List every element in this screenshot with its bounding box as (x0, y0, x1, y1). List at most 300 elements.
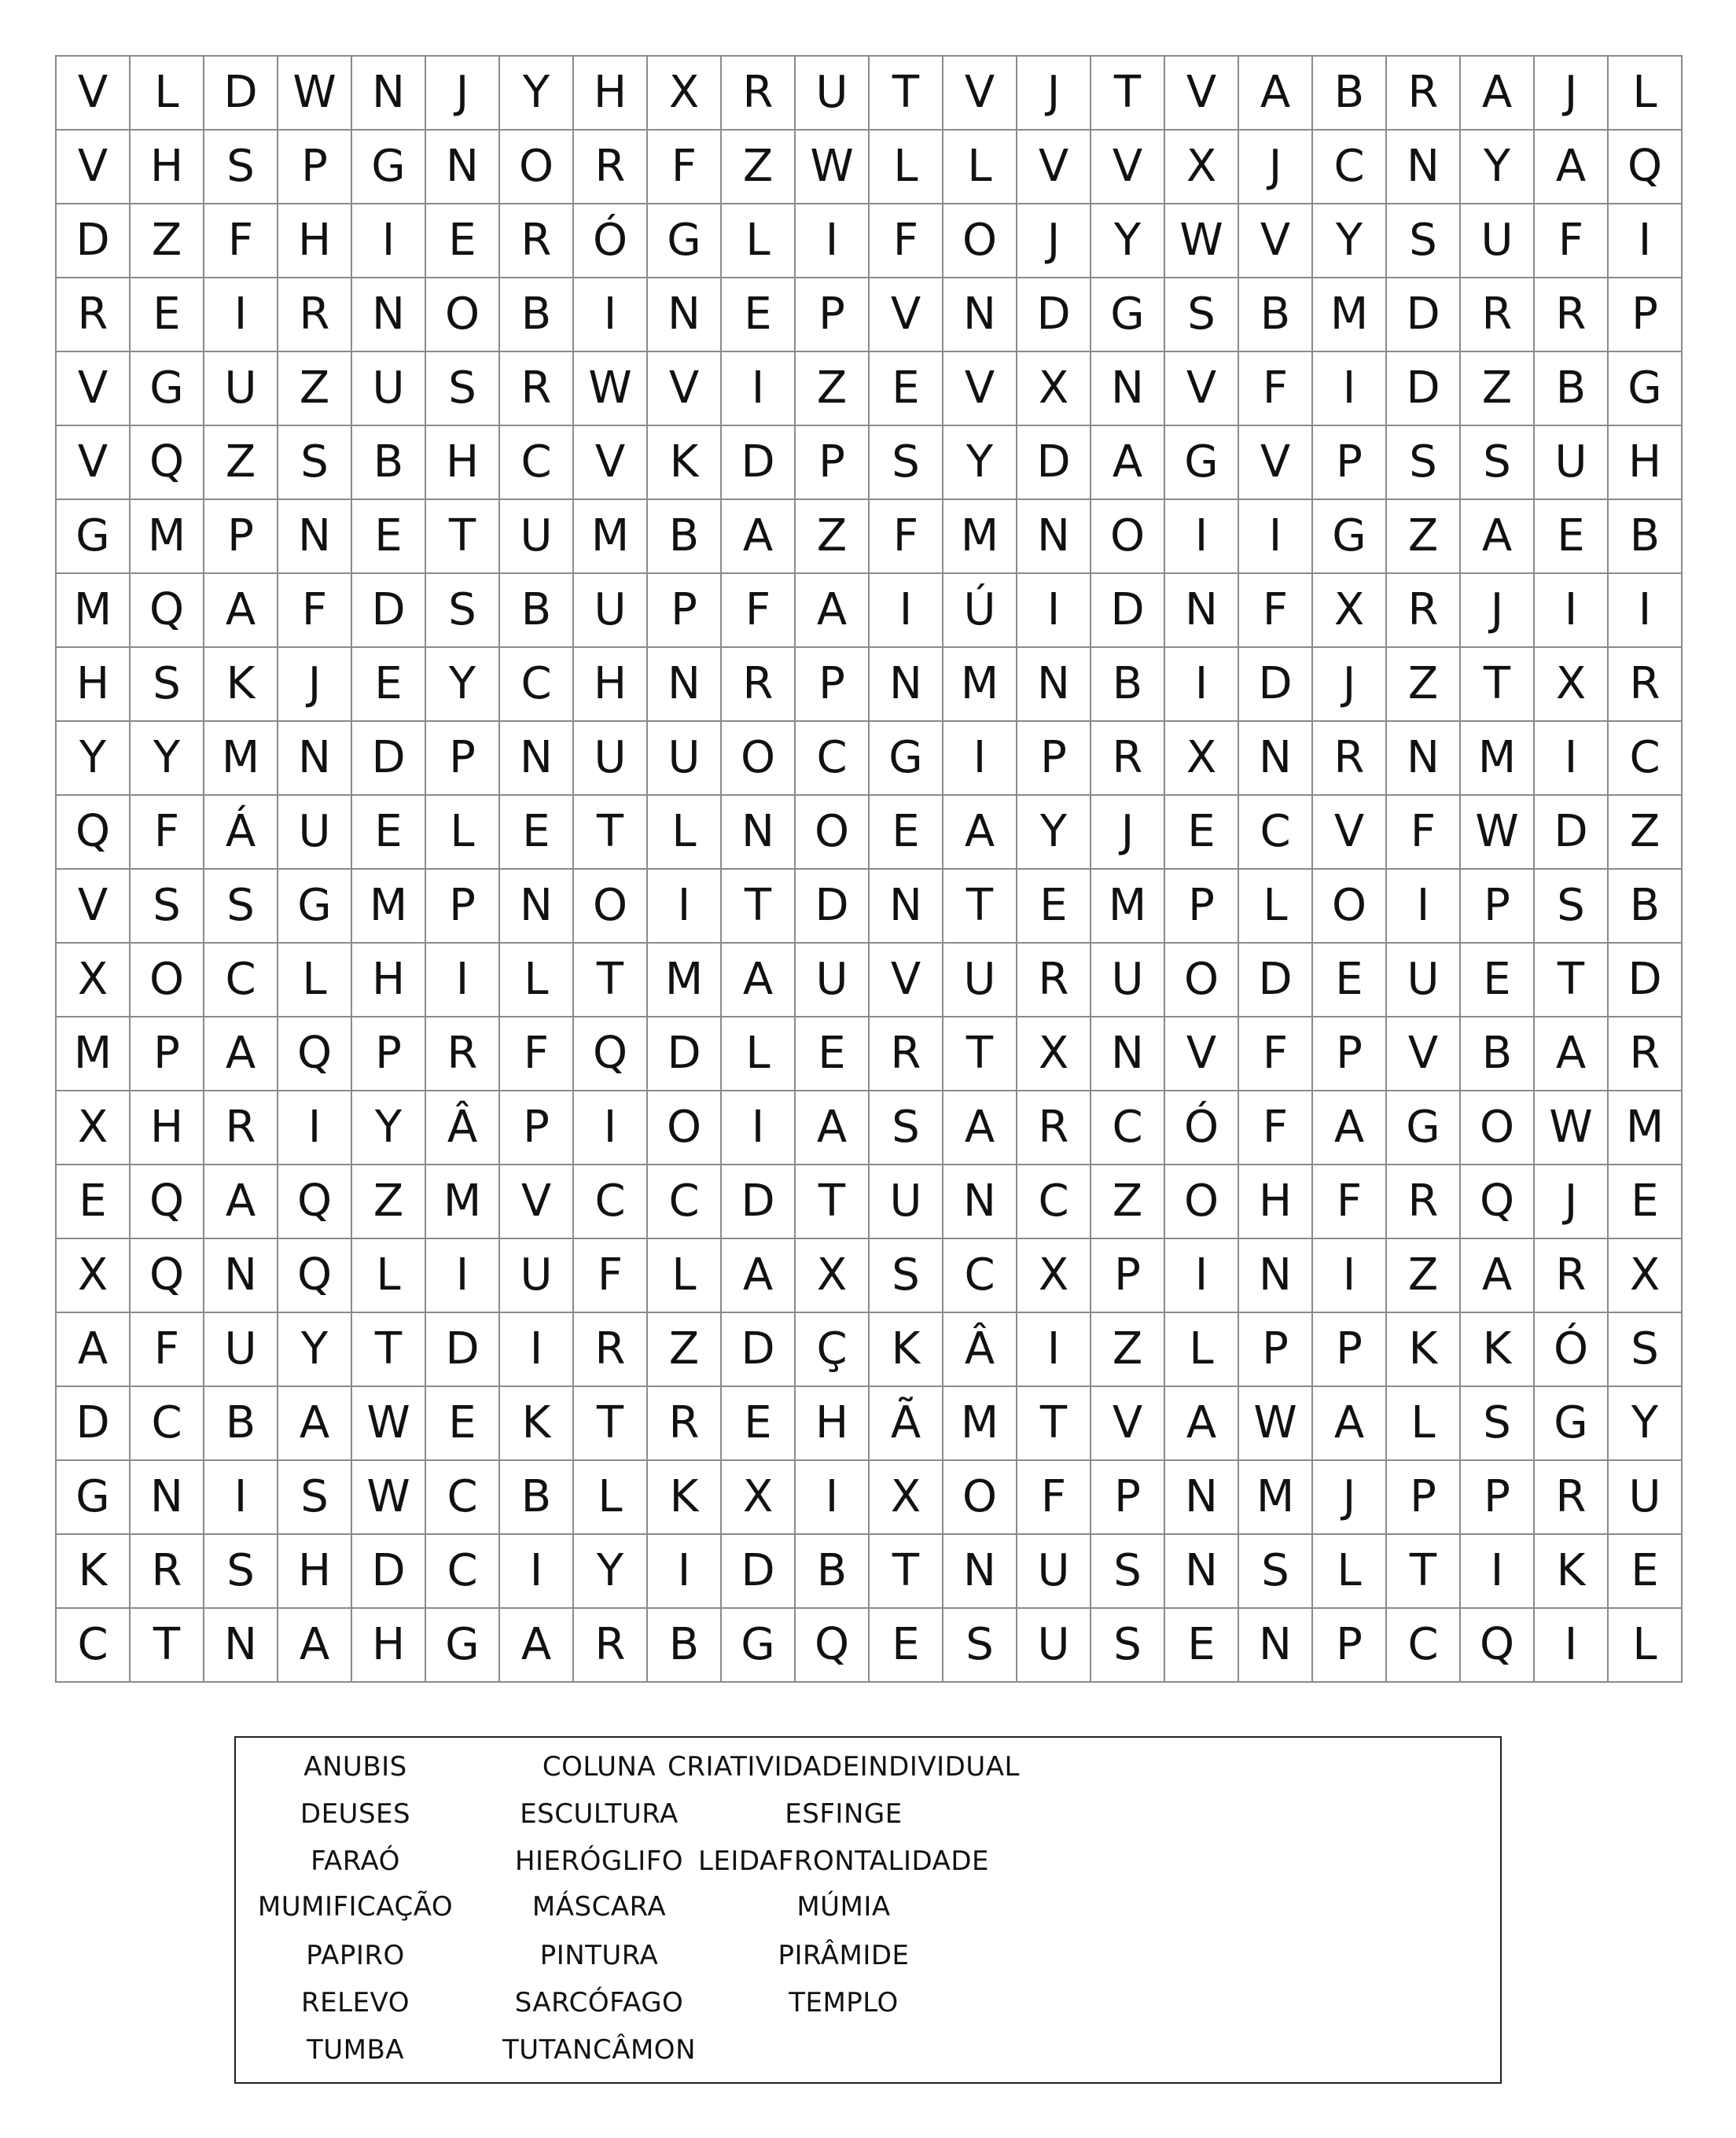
grid-cell[interactable]: R (1091, 722, 1165, 796)
grid-cell[interactable]: U (204, 352, 278, 426)
grid-cell[interactable]: S (278, 426, 352, 500)
grid-cell[interactable]: P (278, 131, 352, 204)
grid-cell[interactable]: Y (1313, 204, 1387, 278)
grid-cell[interactable]: Y (1017, 796, 1091, 870)
grid-cell[interactable]: H (1609, 426, 1683, 500)
grid-cell[interactable]: U (1017, 1535, 1091, 1609)
grid-cell[interactable]: L (648, 1239, 722, 1313)
grid-cell[interactable]: F (1387, 796, 1461, 870)
grid-cell[interactable]: W (352, 1461, 426, 1535)
grid-cell[interactable]: N (131, 1461, 204, 1535)
grid-cell[interactable]: C (131, 1387, 204, 1461)
grid-cell[interactable]: I (648, 1535, 722, 1609)
grid-cell[interactable]: Z (796, 352, 870, 426)
grid-cell[interactable]: E (1461, 944, 1535, 1017)
grid-cell[interactable]: T (796, 1165, 870, 1239)
grid-cell[interactable]: T (574, 796, 648, 870)
grid-cell[interactable]: H (131, 1091, 204, 1165)
grid-cell[interactable]: C (426, 1461, 500, 1535)
grid-cell[interactable]: S (870, 1239, 943, 1313)
grid-cell[interactable]: Y (57, 722, 131, 796)
grid-cell[interactable]: A (1239, 57, 1313, 131)
grid-cell[interactable]: P (1165, 870, 1239, 944)
grid-cell[interactable]: T (574, 1387, 648, 1461)
grid-cell[interactable]: P (1461, 870, 1535, 944)
grid-cell[interactable]: S (1387, 426, 1461, 500)
grid-cell[interactable]: V (574, 426, 648, 500)
grid-cell[interactable]: R (500, 352, 574, 426)
grid-cell[interactable]: Z (648, 1313, 722, 1387)
grid-cell[interactable]: V (1017, 131, 1091, 204)
grid-cell[interactable]: X (57, 944, 131, 1017)
grid-cell[interactable]: D (1387, 352, 1461, 426)
grid-cell[interactable]: H (57, 648, 131, 722)
grid-cell[interactable]: U (796, 944, 870, 1017)
grid-cell[interactable]: H (1239, 1165, 1313, 1239)
grid-cell[interactable]: S (943, 1609, 1017, 1683)
grid-cell[interactable]: F (1239, 574, 1313, 648)
grid-cell[interactable]: Á (204, 796, 278, 870)
grid-cell[interactable]: O (1091, 500, 1165, 574)
grid-cell[interactable]: A (1461, 1239, 1535, 1313)
grid-cell[interactable]: O (943, 1461, 1017, 1535)
grid-cell[interactable]: A (722, 500, 796, 574)
grid-cell[interactable]: S (426, 574, 500, 648)
grid-cell[interactable]: N (1165, 1461, 1239, 1535)
grid-cell[interactable]: D (1387, 278, 1461, 352)
grid-cell[interactable]: D (1609, 944, 1683, 1017)
grid-cell[interactable]: N (648, 278, 722, 352)
grid-cell[interactable]: M (204, 722, 278, 796)
grid-cell[interactable]: P (1609, 278, 1683, 352)
grid-cell[interactable]: N (1239, 1239, 1313, 1313)
grid-cell[interactable]: A (1461, 500, 1535, 574)
grid-cell[interactable]: Ó (1535, 1313, 1609, 1387)
grid-cell[interactable]: D (352, 574, 426, 648)
grid-cell[interactable]: U (500, 1239, 574, 1313)
grid-cell[interactable]: F (1239, 1017, 1313, 1091)
grid-cell[interactable]: S (204, 870, 278, 944)
grid-cell[interactable]: W (352, 1387, 426, 1461)
grid-cell[interactable]: M (57, 1017, 131, 1091)
grid-cell[interactable]: G (870, 722, 943, 796)
grid-cell[interactable]: N (500, 722, 574, 796)
grid-cell[interactable]: N (1091, 1017, 1165, 1091)
grid-cell[interactable]: L (722, 1017, 796, 1091)
grid-cell[interactable]: E (870, 352, 943, 426)
grid-cell[interactable]: V (57, 352, 131, 426)
grid-cell[interactable]: L (278, 944, 352, 1017)
grid-cell[interactable]: T (943, 870, 1017, 944)
grid-cell[interactable]: O (1461, 1091, 1535, 1165)
grid-cell[interactable]: B (648, 500, 722, 574)
grid-cell[interactable]: I (278, 1091, 352, 1165)
grid-cell[interactable]: A (278, 1609, 352, 1683)
grid-cell[interactable]: E (426, 1387, 500, 1461)
grid-cell[interactable]: S (1165, 278, 1239, 352)
grid-cell[interactable]: U (796, 57, 870, 131)
grid-cell[interactable]: N (204, 1609, 278, 1683)
grid-cell[interactable]: B (500, 1461, 574, 1535)
grid-cell[interactable]: R (426, 1017, 500, 1091)
grid-cell[interactable]: S (278, 1461, 352, 1535)
grid-cell[interactable]: V (1165, 57, 1239, 131)
grid-cell[interactable]: A (1313, 1091, 1387, 1165)
grid-cell[interactable]: Q (796, 1609, 870, 1683)
grid-cell[interactable]: M (1609, 1091, 1683, 1165)
grid-cell[interactable]: I (1165, 500, 1239, 574)
grid-cell[interactable]: N (426, 131, 500, 204)
grid-cell[interactable]: W (278, 57, 352, 131)
grid-cell[interactable]: H (131, 131, 204, 204)
grid-cell[interactable]: B (1239, 278, 1313, 352)
grid-cell[interactable]: O (722, 722, 796, 796)
grid-cell[interactable]: W (574, 352, 648, 426)
grid-cell[interactable]: T (1017, 1387, 1091, 1461)
grid-cell[interactable]: L (648, 796, 722, 870)
grid-cell[interactable]: M (1239, 1461, 1313, 1535)
grid-cell[interactable]: Z (278, 352, 352, 426)
grid-cell[interactable]: U (500, 500, 574, 574)
grid-cell[interactable]: D (1535, 796, 1609, 870)
grid-cell[interactable]: D (352, 722, 426, 796)
grid-cell[interactable]: Q (278, 1239, 352, 1313)
grid-cell[interactable]: P (426, 870, 500, 944)
grid-cell[interactable]: R (870, 1017, 943, 1091)
grid-cell[interactable]: M (1091, 870, 1165, 944)
grid-cell[interactable]: A (722, 944, 796, 1017)
grid-cell[interactable]: U (352, 352, 426, 426)
grid-cell[interactable]: H (574, 648, 648, 722)
grid-cell[interactable]: N (1239, 1609, 1313, 1683)
grid-cell[interactable]: N (1165, 1535, 1239, 1609)
grid-cell[interactable]: B (1461, 1017, 1535, 1091)
grid-cell[interactable]: Y (1609, 1387, 1683, 1461)
grid-cell[interactable]: N (943, 1165, 1017, 1239)
grid-cell[interactable]: G (131, 352, 204, 426)
grid-cell[interactable]: O (796, 796, 870, 870)
grid-cell[interactable]: V (1313, 796, 1387, 870)
grid-cell[interactable]: T (352, 1313, 426, 1387)
grid-cell[interactable]: O (943, 204, 1017, 278)
grid-cell[interactable]: G (352, 131, 426, 204)
grid-cell[interactable]: H (426, 426, 500, 500)
grid-cell[interactable]: G (426, 1609, 500, 1683)
grid-cell[interactable]: J (1091, 796, 1165, 870)
grid-cell[interactable]: Z (722, 131, 796, 204)
grid-cell[interactable]: P (1091, 1461, 1165, 1535)
grid-cell[interactable]: M (943, 648, 1017, 722)
grid-cell[interactable]: N (648, 648, 722, 722)
grid-cell[interactable]: A (1091, 426, 1165, 500)
grid-cell[interactable]: U (1387, 944, 1461, 1017)
grid-cell[interactable]: I (796, 1461, 870, 1535)
grid-cell[interactable]: K (870, 1313, 943, 1387)
grid-cell[interactable]: F (648, 131, 722, 204)
grid-cell[interactable]: E (722, 278, 796, 352)
grid-cell[interactable]: P (796, 426, 870, 500)
grid-cell[interactable]: V (1239, 204, 1313, 278)
grid-cell[interactable]: C (796, 722, 870, 796)
grid-cell[interactable]: N (278, 500, 352, 574)
grid-cell[interactable]: D (57, 204, 131, 278)
grid-cell[interactable]: F (870, 204, 943, 278)
grid-cell[interactable]: C (574, 1165, 648, 1239)
grid-cell[interactable]: Q (131, 1165, 204, 1239)
grid-cell[interactable]: X (648, 57, 722, 131)
grid-cell[interactable]: U (1017, 1609, 1091, 1683)
grid-cell[interactable]: P (1313, 1609, 1387, 1683)
grid-cell[interactable]: F (1239, 1091, 1313, 1165)
grid-cell[interactable]: I (1535, 1609, 1609, 1683)
grid-cell[interactable]: I (1017, 1313, 1091, 1387)
grid-cell[interactable]: N (722, 796, 796, 870)
grid-cell[interactable]: F (1017, 1461, 1091, 1535)
grid-cell[interactable]: U (648, 722, 722, 796)
grid-cell[interactable]: I (1017, 574, 1091, 648)
grid-cell[interactable]: C (426, 1535, 500, 1609)
grid-cell[interactable]: Z (796, 500, 870, 574)
grid-cell[interactable]: Q (278, 1017, 352, 1091)
grid-cell[interactable]: Y (352, 1091, 426, 1165)
grid-cell[interactable]: Q (574, 1017, 648, 1091)
grid-cell[interactable]: X (1313, 574, 1387, 648)
grid-cell[interactable]: Â (943, 1313, 1017, 1387)
grid-cell[interactable]: D (204, 57, 278, 131)
grid-cell[interactable]: C (1387, 1609, 1461, 1683)
grid-cell[interactable]: H (278, 1535, 352, 1609)
grid-cell[interactable]: I (426, 944, 500, 1017)
grid-cell[interactable]: M (57, 574, 131, 648)
grid-cell[interactable]: X (1017, 1239, 1091, 1313)
grid-cell[interactable]: Z (1387, 1239, 1461, 1313)
grid-cell[interactable]: J (1535, 57, 1609, 131)
grid-cell[interactable]: U (1461, 204, 1535, 278)
grid-cell[interactable]: L (1609, 1609, 1683, 1683)
grid-cell[interactable]: P (426, 722, 500, 796)
grid-cell[interactable]: U (204, 1313, 278, 1387)
grid-cell[interactable]: P (204, 500, 278, 574)
grid-cell[interactable]: I (574, 1091, 648, 1165)
grid-cell[interactable]: L (574, 1461, 648, 1535)
grid-cell[interactable]: N (943, 1535, 1017, 1609)
grid-cell[interactable]: A (204, 1165, 278, 1239)
grid-cell[interactable]: P (500, 1091, 574, 1165)
grid-cell[interactable]: L (131, 57, 204, 131)
grid-cell[interactable]: L (1239, 870, 1313, 944)
grid-cell[interactable]: T (426, 500, 500, 574)
grid-cell[interactable]: F (204, 204, 278, 278)
grid-cell[interactable]: Z (131, 204, 204, 278)
grid-cell[interactable]: E (1609, 1165, 1683, 1239)
grid-cell[interactable]: K (1387, 1313, 1461, 1387)
grid-cell[interactable]: B (1609, 500, 1683, 574)
grid-cell[interactable]: C (204, 944, 278, 1017)
grid-cell[interactable]: D (426, 1313, 500, 1387)
grid-cell[interactable]: R (1609, 648, 1683, 722)
grid-cell[interactable]: D (1239, 648, 1313, 722)
grid-cell[interactable]: N (1239, 722, 1313, 796)
grid-cell[interactable]: J (1313, 648, 1387, 722)
grid-cell[interactable]: N (1387, 722, 1461, 796)
grid-cell[interactable]: B (204, 1387, 278, 1461)
grid-cell[interactable]: C (1017, 1165, 1091, 1239)
grid-cell[interactable]: Z (352, 1165, 426, 1239)
grid-cell[interactable]: T (1091, 57, 1165, 131)
grid-cell[interactable]: D (722, 1165, 796, 1239)
grid-cell[interactable]: I (870, 574, 943, 648)
grid-cell[interactable]: Q (131, 574, 204, 648)
grid-cell[interactable]: V (1091, 131, 1165, 204)
grid-cell[interactable]: I (500, 1535, 574, 1609)
grid-cell[interactable]: L (1165, 1313, 1239, 1387)
grid-cell[interactable]: K (500, 1387, 574, 1461)
grid-cell[interactable]: E (1313, 944, 1387, 1017)
grid-cell[interactable]: D (648, 1017, 722, 1091)
grid-cell[interactable]: O (1165, 944, 1239, 1017)
grid-cell[interactable]: E (352, 500, 426, 574)
grid-cell[interactable]: O (426, 278, 500, 352)
grid-cell[interactable]: N (1091, 352, 1165, 426)
grid-cell[interactable]: Q (1461, 1165, 1535, 1239)
grid-cell[interactable]: R (1535, 1461, 1609, 1535)
grid-cell[interactable]: R (722, 57, 796, 131)
grid-cell[interactable]: V (57, 870, 131, 944)
grid-cell[interactable]: T (870, 57, 943, 131)
grid-cell[interactable]: K (1461, 1313, 1535, 1387)
grid-cell[interactable]: E (426, 204, 500, 278)
grid-cell[interactable]: B (1609, 870, 1683, 944)
grid-cell[interactable]: U (1535, 426, 1609, 500)
grid-cell[interactable]: B (1313, 57, 1387, 131)
grid-cell[interactable]: A (57, 1313, 131, 1387)
grid-cell[interactable]: R (1387, 574, 1461, 648)
grid-cell[interactable]: S (204, 131, 278, 204)
grid-cell[interactable]: E (796, 1017, 870, 1091)
grid-cell[interactable]: D (1091, 574, 1165, 648)
grid-cell[interactable]: N (1165, 574, 1239, 648)
grid-cell[interactable]: P (796, 648, 870, 722)
grid-cell[interactable]: T (1535, 944, 1609, 1017)
grid-cell[interactable]: R (1461, 278, 1535, 352)
grid-cell[interactable]: D (722, 1535, 796, 1609)
grid-cell[interactable]: Y (1461, 131, 1535, 204)
grid-cell[interactable]: G (648, 204, 722, 278)
grid-cell[interactable]: V (870, 278, 943, 352)
grid-cell[interactable]: A (204, 1017, 278, 1091)
grid-cell[interactable]: Z (204, 426, 278, 500)
grid-cell[interactable]: S (1387, 204, 1461, 278)
grid-cell[interactable]: C (1609, 722, 1683, 796)
grid-cell[interactable]: E (870, 796, 943, 870)
grid-cell[interactable]: G (1535, 1387, 1609, 1461)
grid-cell[interactable]: Q (1609, 131, 1683, 204)
grid-cell[interactable]: S (1239, 1535, 1313, 1609)
grid-cell[interactable]: R (1017, 944, 1091, 1017)
grid-cell[interactable]: R (278, 278, 352, 352)
grid-cell[interactable]: P (352, 1017, 426, 1091)
grid-cell[interactable]: O (131, 944, 204, 1017)
grid-cell[interactable]: Â (426, 1091, 500, 1165)
grid-cell[interactable]: D (57, 1387, 131, 1461)
grid-cell[interactable]: N (204, 1239, 278, 1313)
grid-cell[interactable]: S (1609, 1313, 1683, 1387)
grid-cell[interactable]: Ú (943, 574, 1017, 648)
grid-cell[interactable]: Y (278, 1313, 352, 1387)
grid-cell[interactable]: Ã (870, 1387, 943, 1461)
grid-cell[interactable]: I (426, 1239, 500, 1313)
grid-cell[interactable]: X (870, 1461, 943, 1535)
grid-cell[interactable]: P (1461, 1461, 1535, 1535)
grid-cell[interactable]: T (943, 1017, 1017, 1091)
grid-cell[interactable]: I (1535, 574, 1609, 648)
grid-cell[interactable]: X (1165, 131, 1239, 204)
grid-cell[interactable]: F (574, 1239, 648, 1313)
grid-cell[interactable]: V (500, 1165, 574, 1239)
grid-cell[interactable]: F (131, 1313, 204, 1387)
grid-cell[interactable]: R (574, 1313, 648, 1387)
grid-cell[interactable]: L (500, 944, 574, 1017)
grid-cell[interactable]: Y (426, 648, 500, 722)
grid-cell[interactable]: J (1017, 57, 1091, 131)
grid-cell[interactable]: R (204, 1091, 278, 1165)
grid-cell[interactable]: T (1387, 1535, 1461, 1609)
grid-cell[interactable]: J (1461, 574, 1535, 648)
grid-cell[interactable]: D (722, 1313, 796, 1387)
grid-cell[interactable]: Y (131, 722, 204, 796)
grid-cell[interactable]: I (1239, 500, 1313, 574)
grid-cell[interactable]: V (943, 352, 1017, 426)
grid-cell[interactable]: M (426, 1165, 500, 1239)
grid-cell[interactable]: A (722, 1239, 796, 1313)
grid-cell[interactable]: H (352, 1609, 426, 1683)
grid-cell[interactable]: E (352, 648, 426, 722)
grid-cell[interactable]: B (1535, 352, 1609, 426)
grid-cell[interactable]: J (1017, 204, 1091, 278)
grid-cell[interactable]: M (1461, 722, 1535, 796)
grid-cell[interactable]: F (278, 574, 352, 648)
grid-cell[interactable]: G (1165, 426, 1239, 500)
grid-cell[interactable]: R (574, 1609, 648, 1683)
grid-cell[interactable]: T (722, 870, 796, 944)
grid-cell[interactable]: S (870, 426, 943, 500)
grid-cell[interactable]: U (1091, 944, 1165, 1017)
grid-cell[interactable]: S (426, 352, 500, 426)
grid-cell[interactable]: V (943, 57, 1017, 131)
grid-cell[interactable]: E (352, 796, 426, 870)
grid-cell[interactable]: M (648, 944, 722, 1017)
grid-cell[interactable]: G (1609, 352, 1683, 426)
grid-cell[interactable]: O (1313, 870, 1387, 944)
grid-cell[interactable]: P (1313, 1313, 1387, 1387)
grid-cell[interactable]: M (1313, 278, 1387, 352)
grid-cell[interactable]: I (500, 1313, 574, 1387)
grid-cell[interactable]: V (57, 57, 131, 131)
grid-cell[interactable]: B (1091, 648, 1165, 722)
grid-cell[interactable]: Z (1091, 1165, 1165, 1239)
grid-cell[interactable]: O (500, 131, 574, 204)
grid-cell[interactable]: I (1535, 722, 1609, 796)
grid-cell[interactable]: Z (1091, 1313, 1165, 1387)
grid-cell[interactable]: U (278, 796, 352, 870)
grid-cell[interactable]: B (500, 574, 574, 648)
grid-cell[interactable]: L (1313, 1535, 1387, 1609)
grid-cell[interactable]: Q (57, 796, 131, 870)
grid-cell[interactable]: I (1313, 352, 1387, 426)
grid-cell[interactable]: E (1609, 1535, 1683, 1609)
grid-cell[interactable]: G (57, 500, 131, 574)
grid-cell[interactable]: G (57, 1461, 131, 1535)
